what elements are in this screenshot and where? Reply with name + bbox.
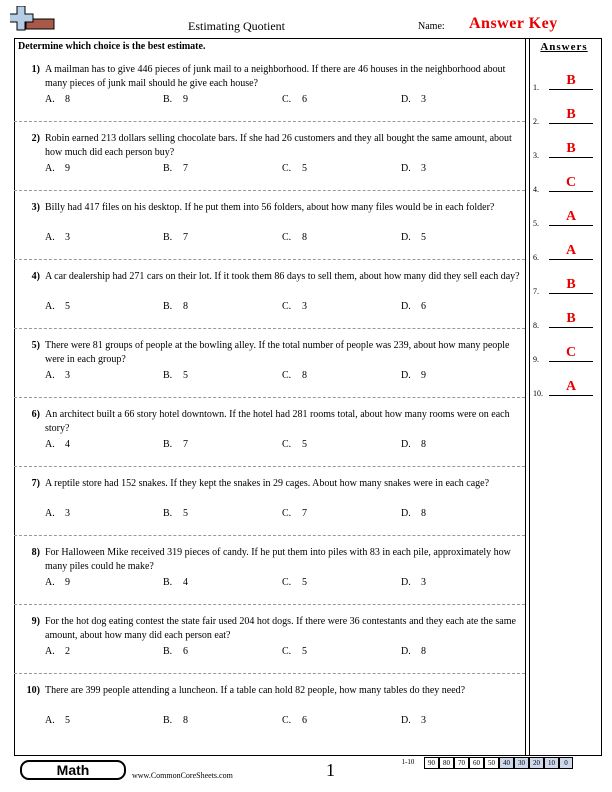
choice-d: D. 9 bbox=[401, 370, 426, 381]
score-cell: 40 bbox=[499, 757, 514, 769]
score-cell: 80 bbox=[439, 757, 454, 769]
choice-a: A. 3 bbox=[45, 370, 70, 381]
choice-b: B. 5 bbox=[163, 370, 188, 381]
choice-a: A. 9 bbox=[45, 163, 70, 174]
choice-b: B. 9 bbox=[163, 94, 188, 105]
question-text: An architect built a 66 story hotel downtown. If the hotel had 281 rooms total, about how many rooms were on each story? bbox=[45, 409, 510, 434]
answer-6: 6. A bbox=[533, 242, 597, 262]
answer-value: B bbox=[566, 277, 576, 292]
score-cell: 50 bbox=[484, 757, 499, 769]
answer-7: 7. B bbox=[533, 276, 597, 296]
choice-c: C. 5 bbox=[282, 439, 307, 450]
choice-d: D. 5 bbox=[401, 232, 426, 243]
answer-value: C bbox=[565, 345, 577, 360]
answer-8: 8. B bbox=[533, 310, 597, 330]
choice-a: A. 8 bbox=[45, 94, 70, 105]
plus-logo-icon bbox=[10, 6, 60, 36]
answer-2: 2. B bbox=[533, 106, 597, 126]
choice-a: A. 3 bbox=[45, 508, 70, 519]
score-cell: 70 bbox=[454, 757, 469, 769]
question-text: A reptile store had 152 snakes. If they kept the snakes in 29 cages. About how many snakes were in each cage? bbox=[45, 478, 490, 489]
subject-badge: Math bbox=[20, 760, 126, 780]
answer-10: 10. A bbox=[533, 378, 597, 398]
answer-value: B bbox=[566, 311, 576, 326]
choice-b: B. 5 bbox=[163, 508, 188, 519]
answer-value: B bbox=[566, 73, 576, 88]
score-cell: 90 bbox=[424, 757, 439, 769]
question-number: 7) bbox=[31, 478, 40, 489]
question-number: 8) bbox=[31, 547, 40, 558]
question-text: For the hot dog eating contest the state fair used 204 hot dogs. If there were 36 contestants and they each ate the same amount, about how many did each person eat? bbox=[45, 616, 516, 641]
question-number: 9) bbox=[31, 616, 40, 627]
website-link[interactable]: www.CommonCoreSheets.com bbox=[132, 771, 233, 780]
choice-b: B. 8 bbox=[163, 715, 188, 726]
choice-d: D. 3 bbox=[401, 715, 426, 726]
choices bbox=[45, 300, 515, 314]
choices bbox=[45, 576, 515, 590]
question-text: Billy had 417 files on his desktop. If he put them into 56 folders, about how many files would be in each folder? bbox=[45, 202, 495, 213]
choice-b: B. 7 bbox=[163, 439, 188, 450]
page-number: 1 bbox=[326, 760, 335, 780]
choice-c: C. 6 bbox=[282, 94, 307, 105]
choices bbox=[45, 93, 515, 107]
choices bbox=[45, 369, 515, 383]
choices bbox=[45, 162, 515, 176]
question-divider bbox=[14, 535, 525, 536]
question-divider bbox=[14, 604, 525, 605]
question-divider bbox=[14, 121, 525, 122]
choice-c: C. 8 bbox=[282, 232, 307, 243]
worksheet-title: Estimating Quotient bbox=[188, 19, 285, 33]
answers-heading: Answers bbox=[540, 41, 588, 53]
question-divider bbox=[14, 397, 525, 398]
question-number: 10) bbox=[26, 685, 40, 696]
choices bbox=[45, 438, 515, 452]
choice-d: D. 3 bbox=[401, 94, 426, 105]
answer-3: 3. B bbox=[533, 140, 597, 160]
choice-d: D. 3 bbox=[401, 577, 426, 588]
instructions: Determine which choice is the best estimate. bbox=[18, 41, 206, 52]
question-divider bbox=[14, 259, 525, 260]
choice-b: B. 8 bbox=[163, 301, 188, 312]
choice-a: A. 2 bbox=[45, 646, 70, 657]
question-number: 3) bbox=[31, 202, 40, 213]
answer-9: 9. C bbox=[533, 344, 597, 364]
choice-a: A. 9 bbox=[45, 577, 70, 588]
choice-b: B. 4 bbox=[163, 577, 188, 588]
answer-value: B bbox=[566, 107, 576, 122]
question-divider bbox=[14, 328, 525, 329]
question-text: A mailman has to give 446 pieces of junk mail to a neighborhood. If there are 46 houses in the neighborhood about many pieces of junk mail should he give each house? bbox=[45, 64, 506, 89]
choices bbox=[45, 231, 515, 245]
choice-a: A. 3 bbox=[45, 232, 70, 243]
question-number: 5) bbox=[31, 340, 40, 351]
answer-1: 1. B bbox=[533, 72, 597, 92]
choice-c: C. 6 bbox=[282, 715, 307, 726]
answer-value: A bbox=[565, 379, 577, 394]
choice-c: C. 3 bbox=[282, 301, 307, 312]
question-text: Robin earned 213 dollars selling chocolate bars. If she had 26 customers and they all bought the same amount, about how much did each person buy? bbox=[45, 133, 512, 158]
question-number: 1) bbox=[31, 64, 40, 75]
answer-4: 4. C bbox=[533, 174, 597, 194]
score-cell: 30 bbox=[514, 757, 529, 769]
score-cell: 20 bbox=[529, 757, 544, 769]
question-divider bbox=[14, 190, 525, 191]
question-divider bbox=[14, 673, 525, 674]
choice-a: A. 5 bbox=[45, 301, 70, 312]
choices bbox=[45, 507, 515, 521]
score-cell: 60 bbox=[469, 757, 484, 769]
choice-d: D. 8 bbox=[401, 646, 426, 657]
answer-value: A bbox=[565, 243, 577, 258]
choice-c: C. 7 bbox=[282, 508, 307, 519]
question-number: 2) bbox=[31, 133, 40, 144]
answer-value: A bbox=[565, 209, 577, 224]
answer-5: 5. A bbox=[533, 208, 597, 228]
question-text: There were 81 groups of people at the bowling alley. If the total number of people was 239, about how many people were in each group? bbox=[45, 340, 510, 365]
name-label: Name: bbox=[418, 21, 445, 32]
answer-value: B bbox=[566, 141, 576, 156]
choice-b: B. 6 bbox=[163, 646, 188, 657]
choice-c: C. 5 bbox=[282, 646, 307, 657]
question-text: For Halloween Mike received 319 pieces of candy. If he put them into piles with 83 in each pile, approximately how many piles could he make? bbox=[45, 547, 511, 572]
choice-c: C. 5 bbox=[282, 163, 307, 174]
choice-d: D. 8 bbox=[401, 508, 426, 519]
question-number: 4) bbox=[31, 271, 40, 282]
worksheet-header bbox=[0, 0, 612, 40]
choice-d: D. 8 bbox=[401, 439, 426, 450]
choice-d: D. 6 bbox=[401, 301, 426, 312]
choice-d: D. 3 bbox=[401, 163, 426, 174]
answer-value: C bbox=[565, 175, 577, 190]
choice-b: B. 7 bbox=[163, 163, 188, 174]
choices bbox=[45, 645, 515, 659]
score-label: 1-10 bbox=[401, 758, 415, 766]
question-divider bbox=[14, 466, 525, 467]
score-cell: 0 bbox=[559, 757, 573, 769]
choice-a: A. 4 bbox=[45, 439, 70, 450]
choices bbox=[45, 714, 515, 728]
question-text: A car dealership had 271 cars on their lot. If it took them 86 days to sell them, about how many did they sell each day? bbox=[45, 271, 520, 282]
answer-key-label: Answer Key bbox=[469, 15, 558, 32]
score-cell: 10 bbox=[544, 757, 559, 769]
choice-a: A. 5 bbox=[45, 715, 70, 726]
question-number: 6) bbox=[31, 409, 40, 420]
question-text: There are 399 people attending a luncheon. If a table can hold 82 people, how many tables do they need? bbox=[45, 685, 466, 696]
choice-c: C. 5 bbox=[282, 577, 307, 588]
choice-c: C. 8 bbox=[282, 370, 307, 381]
choice-b: B. 7 bbox=[163, 232, 188, 243]
